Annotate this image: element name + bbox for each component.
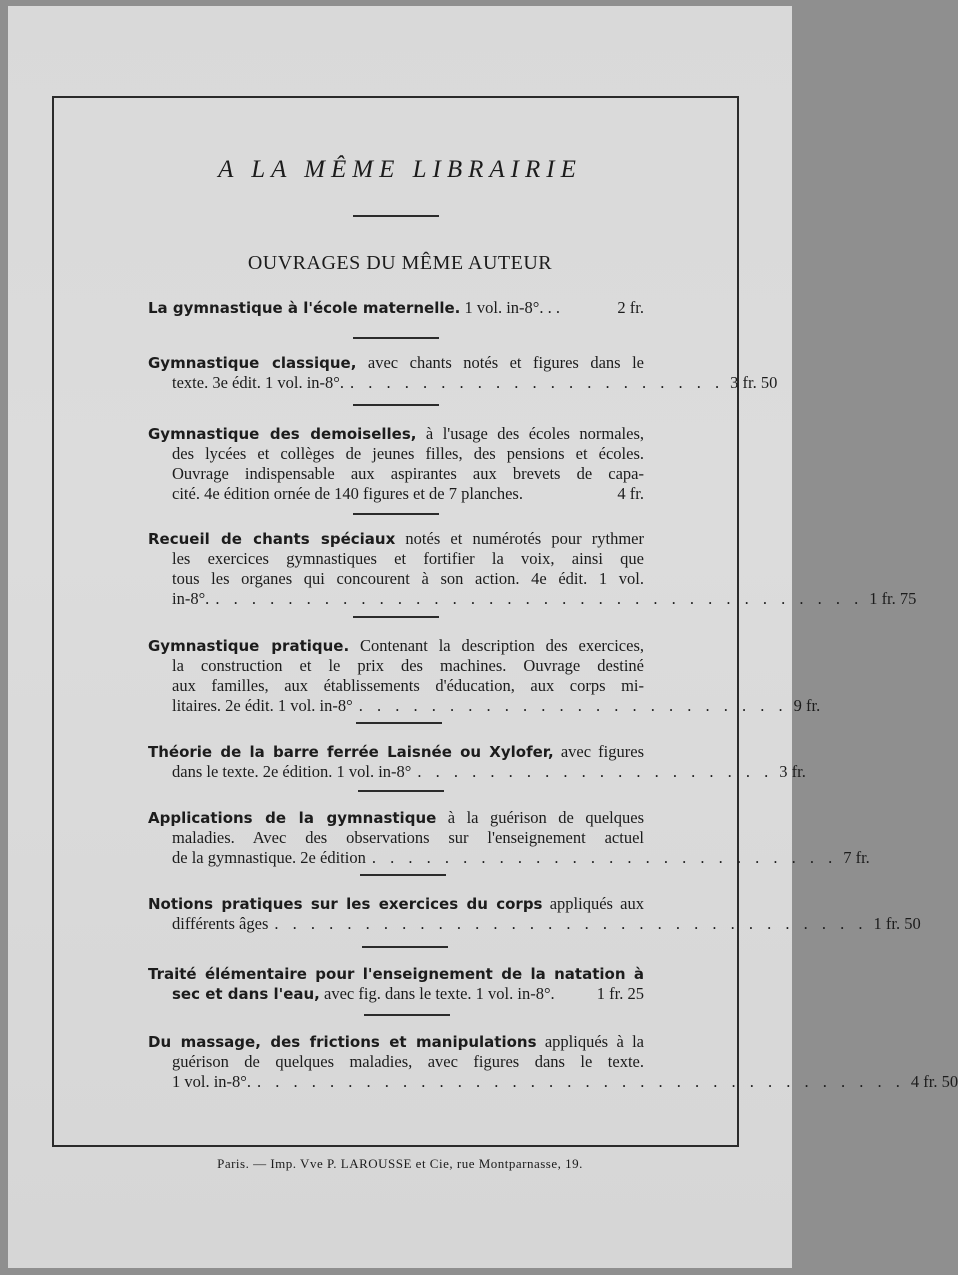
section-heading: OUVRAGES DU MÊME AUTEUR	[247, 252, 553, 274]
book-details: notés et numérotés pour rythmer	[405, 529, 644, 548]
book-entry: Notions pratiques sur les exercices du corps appliqués aux différents âges . . . . . . . . . . . . . . . . . . . . . . . . . . . . . . . . . 1 fr. 50	[148, 894, 921, 933]
book-price: 1 fr. 50	[873, 914, 921, 933]
book-entry: Gymnastique classique, avec chants notés et figures dans le texte. 3e édit. 1 vol. in-8°. . . . . . . . . . . . . . . . . . . . . . 3 fr. 50	[148, 353, 778, 392]
book-entry: Théorie de la barre ferrée Laisnée ou Xylofer, avec figures dans le texte. 2e édition. 1 vol. in-8° . . . . . . . . . . . . . . . . . . . . 3 fr.	[148, 742, 806, 781]
book-title: Notions pratiques sur les exercices du corps	[148, 895, 543, 913]
book-title: Du massage, des frictions et manipulations	[148, 1033, 537, 1051]
divider	[353, 616, 439, 618]
book-title: Recueil de chants spéciaux	[148, 530, 396, 548]
book-details: 1 vol. in-8°. . .	[464, 298, 561, 317]
book-title: Traité élémentaire pour l'enseignement de la natation à	[148, 965, 644, 983]
book-details: à la guérison de quelques	[447, 808, 644, 827]
book-price: 7 fr.	[843, 848, 870, 867]
book-details: in-8°.	[172, 589, 210, 608]
divider	[362, 946, 448, 948]
book-details: appliqués à la	[544, 1032, 645, 1051]
book-price: 2 fr.	[617, 298, 644, 317]
page	[8, 6, 958, 1268]
book-details: aux familles, aux établissements d'éducation, aux corps mi-	[172, 676, 644, 695]
book-details: 1 vol. in-8°.	[172, 1072, 252, 1091]
book-price: 3 fr. 50	[730, 373, 778, 392]
book-entry: Gymnastique pratique. Contenant la description des exercices, la construction et le prix des machines. Ouvrage destiné aux familles, aux établissements d'éducation, aux corps mi- litaires. 2e édit. 1 vol. in-8° . . . . . . . . . . . . . . . . . . . . . . . . 9 fr.	[148, 636, 821, 715]
book-details: Ouvrage indispensable aux aspirantes aux brevets de capa-	[172, 464, 644, 483]
book-price: 1 fr. 25	[596, 984, 644, 1003]
book-details: les exercices gymnastiques et fortifier la voix, ainsi que	[172, 549, 644, 568]
book-price: 4 fr.	[617, 484, 644, 503]
book-details: appliqués aux	[549, 894, 645, 913]
book-details: de la gymnastique. 2e édition	[172, 848, 366, 867]
book-price: 4 fr. 50	[910, 1072, 958, 1091]
book-title: Gymnastique pratique.	[148, 637, 350, 655]
book-title: Théorie de la barre ferrée Laisnée ou Xylofer,	[148, 743, 554, 761]
book-title: Gymnastique des demoiselles,	[148, 425, 417, 443]
divider	[353, 513, 439, 515]
book-details: la construction et le prix des machines. Ouvrage destiné	[172, 656, 644, 675]
printer-imprint: Paris. — Imp. Vve P. LAROUSSE et Cie, rue Montparnasse, 19.	[217, 1156, 583, 1171]
divider	[364, 1014, 450, 1016]
book-title: Gymnastique classique,	[148, 354, 357, 372]
book-title: La gymnastique à l'école maternelle.	[148, 299, 461, 317]
book-title: sec et dans l'eau,	[172, 985, 320, 1003]
book-details: guérison de quelques maladies, avec figures dans le texte.	[172, 1052, 644, 1071]
book-entry	[148, 964, 644, 1004]
divider	[353, 337, 439, 339]
divider	[356, 722, 442, 724]
book-price: 9 fr.	[793, 696, 821, 715]
book-details: tous les organes qui concourent à son action. 4e édit. 1 vol.	[172, 569, 644, 588]
book-entry	[148, 424, 644, 504]
book-details: dans le texte. 2e édition. 1 vol. in-8°	[172, 762, 412, 781]
book-entry: Recueil de chants spéciaux notés et numérotés pour rythmer les exercices gymnastiques et fortifier la voix, ainsi que tous les organes qui concourent à son action. 4e édit. 1 vol. in-8°. . . . . . . . . . . . . . . . . . . . . . . . . . . . . . . . . . . . . 1 fr. 75	[148, 529, 917, 608]
book-details: maladies. Avec des observations sur l'enseignement actuel	[172, 828, 644, 847]
page-title: A LA MÊME LIBRAIRIE	[218, 156, 582, 183]
book-entry: Du massage, des frictions et manipulations appliqués à la guérison de quelques maladies, avec figures dans le texte. 1 vol. in-8°. . . . . . . . . . . . . . . . . . . . . . . . . . . . . . . . . . . . . 4 fr. 50	[148, 1032, 958, 1091]
divider	[353, 404, 439, 406]
book-details: avec figures	[560, 742, 644, 761]
book-details: cité. 4e édition ornée de 140 figures et de 7 planches.	[172, 484, 523, 503]
book-details: à l'usage des écoles normales,	[425, 424, 645, 443]
divider	[360, 874, 446, 876]
book-details: avec chants notés et figures dans le	[367, 353, 644, 372]
book-details: avec fig. dans le texte. 1 vol. in-8°.	[324, 984, 555, 1003]
book-price: 1 fr. 75	[869, 589, 917, 608]
divider	[353, 215, 439, 217]
book-price: 3 fr.	[779, 762, 806, 781]
divider	[358, 790, 444, 792]
book-details: litaires. 2e édit. 1 vol. in-8°	[172, 696, 353, 715]
book-entry	[148, 298, 644, 318]
book-details: Contenant la description des exercices,	[360, 636, 644, 655]
book-details: différents âges	[172, 914, 269, 933]
book-title: Applications de la gymnastique	[148, 809, 437, 827]
book-entry: Applications de la gymnastique à la guérison de quelques maladies. Avec des observations sur l'enseignement actuel de la gymnastique. 2e édition . . . . . . . . . . . . . . . . . . . . . . . . . . 7 fr.	[148, 808, 870, 867]
book-details: des lycées et collèges de jeunes filles, des pensions et écoles.	[172, 444, 644, 463]
book-details: texte. 3e édit. 1 vol. in-8°.	[172, 373, 345, 392]
